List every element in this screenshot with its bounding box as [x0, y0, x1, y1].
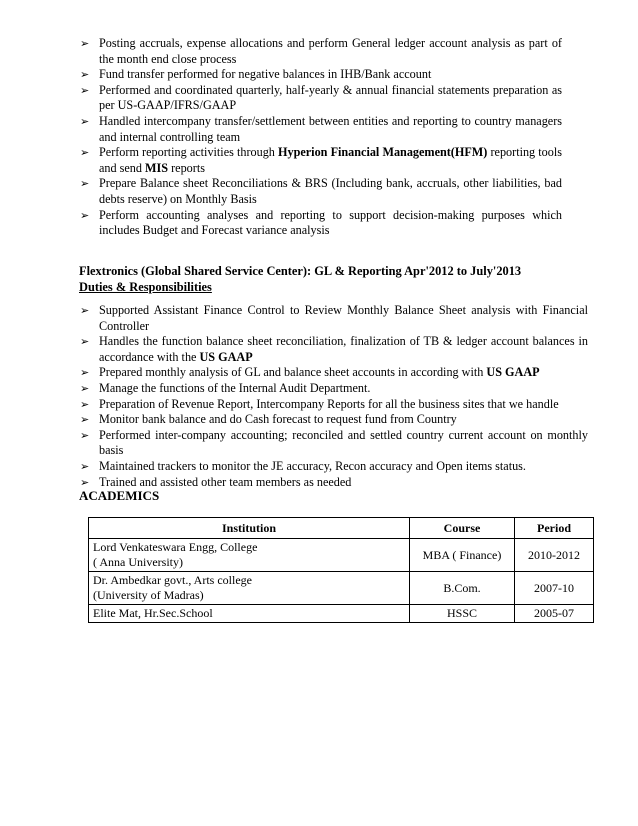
responsibilities-list: [78, 36, 562, 239]
list-item: [78, 459, 588, 475]
academics-heading: ACADEMICS: [79, 488, 160, 503]
list-item: [78, 334, 588, 365]
course-cell: HSSC: [410, 605, 515, 623]
table-header-row: [89, 518, 594, 539]
duties-heading: Duties & Responsibilities: [79, 280, 212, 294]
academics-table: [88, 517, 594, 623]
institution-cell: [89, 605, 410, 623]
list-item: [78, 83, 562, 114]
course-cell: B.Com.: [410, 572, 515, 605]
period-cell: 2010-2012: [515, 539, 594, 572]
list-item: [78, 67, 562, 83]
list-item: [78, 114, 562, 145]
bold-text: US GAAP: [199, 349, 253, 364]
item-text: Perform accounting analyses and reporting to support decision-making purposes which includes Budget and Forecast variance analysis: [99, 207, 562, 238]
item-text: Performed inter-company accounting; reconciled and settled country current account on monthly basis: [99, 427, 588, 458]
bold-text: MIS: [145, 160, 169, 175]
institution-line: ( Anna University): [93, 555, 183, 569]
item-text: Preparation of Revenue Report, Intercompany Reports for all the business sites that we handle: [99, 396, 559, 411]
table-row: [89, 539, 594, 572]
item-text: Handles the function balance sheet reconciliation, finalization of TB & ledger account balances in accordance with the: [99, 334, 588, 364]
institution-cell: [89, 572, 410, 605]
list-item: [78, 397, 588, 413]
item-text: Prepare Balance sheet Reconciliations & BRS (Including bank, accruals, other liabilities, bad debts reserve) on Monthly Basis: [99, 176, 562, 206]
item-text: Fund transfer performed for negative balances in IHB/Bank account: [99, 67, 432, 82]
course-cell: MBA ( Finance): [410, 539, 515, 572]
list-item: [78, 365, 588, 381]
list-item: [78, 208, 562, 239]
item-text: Perform reporting activities through: [99, 145, 279, 160]
institution-line: (University of Madras): [93, 588, 204, 602]
item-text: reporting tools and send: [99, 145, 562, 175]
institution-line: Elite Mat, Hr.Sec.School: [93, 606, 213, 620]
header-period: Period: [515, 518, 594, 539]
item-text: Performed and coordinated quarterly, half-yearly & annual financial statements preparation as per US-GAAP/IFRS/GAAP: [99, 82, 562, 113]
item-text: Posting accruals, expense allocations and perform General ledger account analysis as part of the month end close process: [99, 36, 562, 66]
institution-cell: [89, 539, 410, 572]
item-text: Prepared monthly analysis of GL and balance sheet accounts in according with: [99, 365, 487, 380]
list-item: [78, 145, 562, 176]
table-row: [89, 572, 594, 605]
list-item: [78, 428, 588, 459]
header-course: Course: [410, 518, 515, 539]
job-title: Flextronics (Global Shared Service Center): GL & Reporting Apr'2012 to July'2013: [79, 264, 522, 278]
list-item: [78, 412, 588, 428]
duties-list: [78, 303, 588, 490]
item-text: Trained and assisted other team members as needed: [99, 474, 352, 489]
bold-text: US GAAP: [486, 365, 540, 380]
period-cell: 2005-07: [515, 605, 594, 623]
list-item: [78, 36, 562, 67]
period-cell: 2007-10: [515, 572, 594, 605]
item-text: Handled intercompany transfer/settlement between entities and reporting to country managers and internal controlling team: [99, 113, 562, 144]
institution-line: Dr. Ambedkar govt., Arts college: [93, 573, 252, 587]
list-item: [78, 176, 562, 207]
item-text: Maintained trackers to monitor the JE accuracy, Recon accuracy and Open items status.: [99, 458, 526, 473]
header-institution: Institution: [89, 518, 410, 539]
table-row: [89, 605, 594, 623]
item-text: Monitor bank balance and do Cash forecast to request fund from Country: [99, 412, 457, 427]
item-text: Manage the functions of the Internal Audit Department.: [99, 380, 371, 395]
list-item: [78, 381, 588, 397]
bold-text: Hyperion Financial Management(HFM): [278, 145, 488, 160]
list-item: [78, 303, 588, 334]
institution-line: Lord Venkateswara Engg, College: [93, 540, 258, 554]
item-text: Supported Assistant Finance Control to Review Monthly Balance Sheet analysis with Financial Controller: [99, 303, 588, 333]
item-text: reports: [168, 160, 205, 175]
academics-table-body: [89, 539, 594, 623]
